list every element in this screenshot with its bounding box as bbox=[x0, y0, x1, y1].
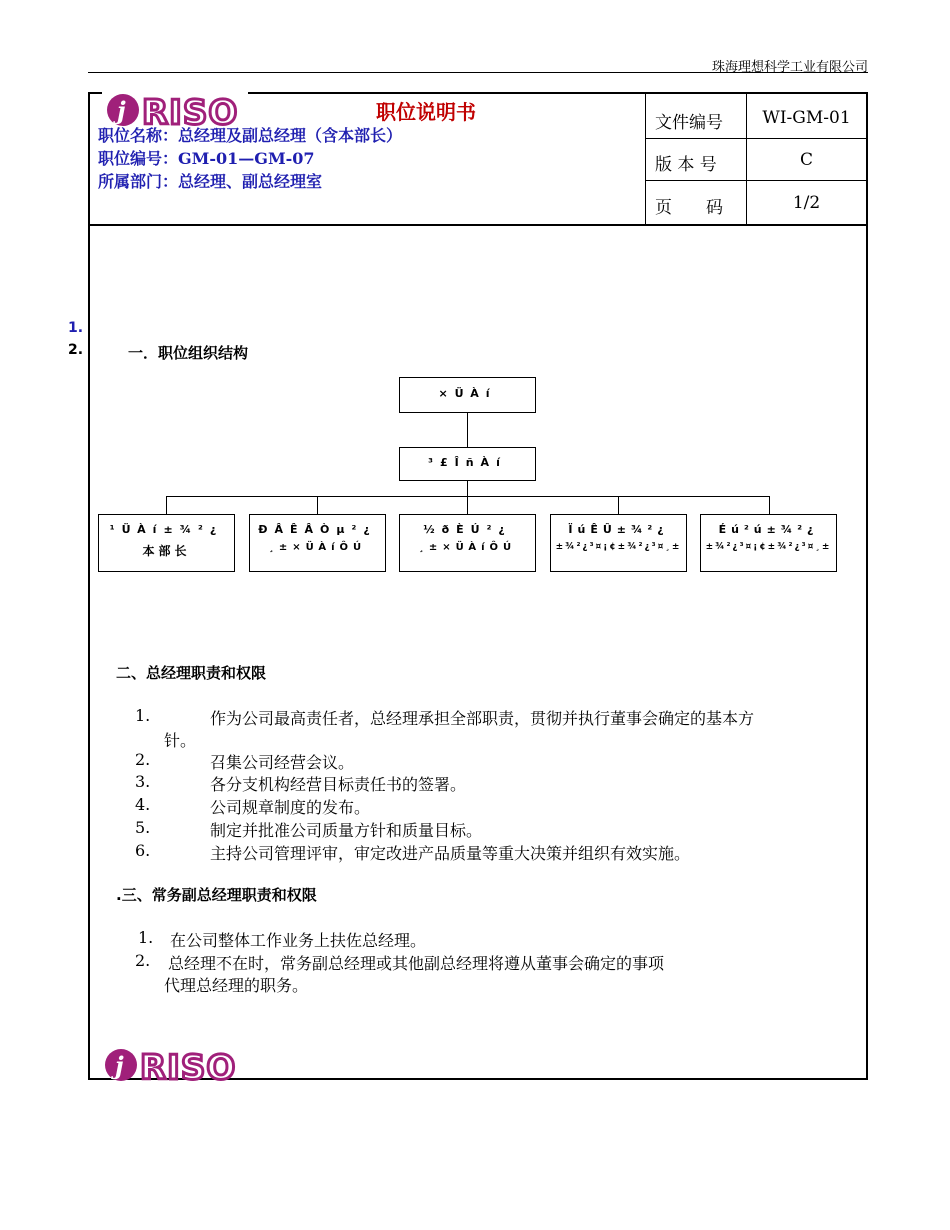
org-connector bbox=[467, 496, 468, 514]
list-item: 主持公司管理评审，审定改进产品质量等重大决策并组织有效实施。 bbox=[210, 844, 691, 863]
position-code: 职位编号：GM-01—GM-07 bbox=[98, 149, 315, 168]
org-connector bbox=[769, 496, 770, 514]
file-no-label: 文件编号 bbox=[655, 113, 723, 133]
list-item-cont: 代理总经理的职务。 bbox=[164, 976, 309, 995]
header-grid-line bbox=[645, 180, 867, 181]
list-number: 1. bbox=[138, 928, 154, 947]
list-item: 公司规章制度的发布。 bbox=[210, 798, 371, 817]
company-name: 珠海理想科学工业有限公司 bbox=[711, 60, 868, 75]
version-value: C bbox=[799, 150, 813, 170]
list-item: 各分支机构经营目标责任书的签署。 bbox=[210, 775, 467, 794]
riso-logo-footer bbox=[102, 1046, 244, 1088]
list-number: 3. bbox=[135, 772, 151, 791]
org-box-child: ½ðÈÚ²¿ ¸±×ÜÀíÔÚ bbox=[399, 514, 536, 572]
org-connector bbox=[467, 481, 468, 496]
list-number: 2. bbox=[135, 750, 151, 769]
list-item: 制定并批准公司质量方针和质量目标。 bbox=[210, 821, 483, 840]
list-number: 2. bbox=[135, 951, 151, 970]
page-value: 1/2 bbox=[792, 193, 821, 213]
doc-title: 职位说明书 bbox=[376, 100, 476, 124]
list-number: 4. bbox=[135, 795, 151, 814]
list-item: 总经理不在时，常务副总经理或其他副总经理将遵从董事会确定的事项 bbox=[168, 954, 665, 973]
org-connector bbox=[166, 496, 167, 514]
position-name: 职位名称：总经理及副总经理（含本部长） bbox=[98, 126, 403, 145]
section-deputy-title: .三、常务副总经理职责和权限 bbox=[116, 886, 317, 904]
page-label: 页 码 bbox=[655, 198, 723, 218]
org-box-second: ³£ÎñÀí bbox=[399, 447, 536, 481]
org-box-child: ÏúÊÛ±¾²¿ ±¾²¿³¤¡¢±¾²¿³¤¸± bbox=[550, 514, 687, 572]
version-label: 版 本 号 bbox=[655, 155, 717, 175]
org-box-child: Éú²ú±¾²¿ ±¾²¿³¤¡¢±¾²¿³¤¸± bbox=[700, 514, 837, 572]
org-box-top: ×ÜÀí bbox=[399, 377, 536, 413]
svg-text:j: j bbox=[115, 1051, 124, 1080]
list-item-cont: 针。 bbox=[164, 731, 197, 750]
svg-text:j: j bbox=[117, 96, 126, 125]
list-number: 1. bbox=[135, 706, 151, 725]
section-gm-title: 二、总经理职责和权限 bbox=[116, 664, 267, 682]
org-connector bbox=[467, 413, 468, 447]
org-connector bbox=[618, 496, 619, 514]
org-box-child: ÐÂÊÂÒµ²¿ ¸±×ÜÀíÔÚ bbox=[249, 514, 386, 572]
org-box-child: ¹ÜÀí±¾²¿ 本部长 bbox=[98, 514, 235, 572]
header-divider bbox=[88, 224, 868, 226]
svg-text:RISO: RISO bbox=[142, 93, 239, 129]
list-item: 作为公司最高责任者，总经理承担全部职责，贯彻并执行董事会确定的基本方 bbox=[210, 709, 755, 728]
org-connector bbox=[317, 496, 318, 514]
svg-text:RISO: RISO bbox=[140, 1048, 237, 1084]
stray-number: 1. bbox=[68, 320, 84, 336]
header-rule bbox=[88, 72, 868, 73]
org-chart bbox=[96, 376, 842, 576]
department: 所属部门：总经理、副总经理室 bbox=[98, 172, 323, 191]
list-number: 5. bbox=[135, 818, 151, 837]
list-number: 6. bbox=[135, 841, 151, 860]
stray-number: 2. bbox=[68, 342, 84, 358]
list-item: 召集公司经营会议。 bbox=[210, 753, 355, 772]
header-grid-line bbox=[645, 94, 646, 224]
list-item: 在公司整体工作业务上扶佐总经理。 bbox=[170, 931, 427, 950]
header-grid-line bbox=[645, 138, 867, 139]
section-org-title: 一．职位组织结构 bbox=[128, 344, 249, 362]
file-no-value: WI-GM-01 bbox=[762, 108, 851, 128]
